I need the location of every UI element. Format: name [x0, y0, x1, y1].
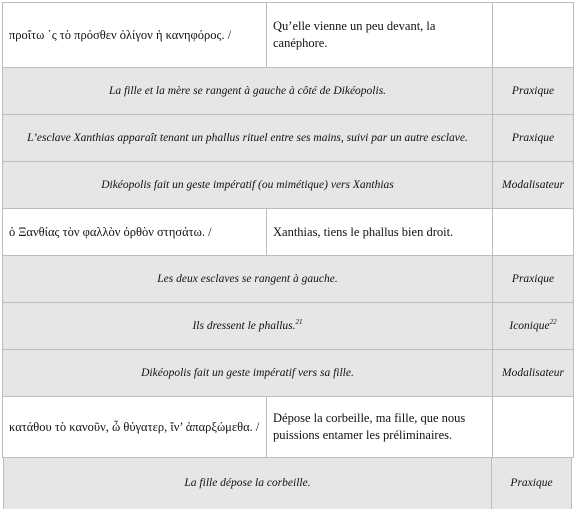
stage-direction: L’esclave Xanthias apparaît tenant un phallus rituel entre ses mains, suivi par un autre esclave.	[3, 115, 493, 162]
french-translation: Xanthias, tiens le phallus bien droit.	[267, 209, 493, 256]
greek-text: ὁ Ξανθίας τὸν φαλλὸν ὀρθὸν στησάτω. /	[3, 209, 267, 256]
category-label: Praxique	[493, 68, 574, 115]
french-translation: Qu’elle vienne un peu devant, la canéphore.	[267, 3, 493, 68]
stage-direction-text: Ils dressent le phallus.	[192, 320, 296, 332]
category-cell	[493, 3, 574, 68]
category-label: Praxique	[493, 256, 574, 303]
greek-text: προΐτω ΄ς τὸ πρόσθεν ὀλίγον ἡ κανηφόρος. /	[3, 3, 267, 68]
footnote-ref: 22	[549, 318, 557, 327]
table-row	[3, 115, 574, 162]
footnote-ref: 21	[295, 318, 303, 327]
stage-direction: Dikéopolis fait un geste impératif (ou mimétique) vers Xanthias	[3, 162, 493, 209]
table-row-continuation	[3, 457, 572, 509]
stage-direction: La fille dépose la corbeille.	[4, 458, 492, 509]
category-label: Modalisateur	[493, 350, 574, 397]
stage-direction: La fille et la mère se rangent à gauche à côté de Dikéopolis.	[3, 68, 493, 115]
table-row	[3, 3, 574, 68]
greek-text: κατάθου τὸ κανοῦν, ὦ θύγατερ, ἵν’ ἀπαρξώμεθα. /	[3, 397, 267, 458]
table-row	[3, 68, 574, 115]
category-label: Praxique	[510, 476, 553, 489]
table-row	[3, 162, 574, 209]
category-label: Praxique	[493, 115, 574, 162]
stage-direction	[3, 303, 493, 350]
french-translation: Dépose la corbeille, ma fille, que nous puissions entamer les préliminaires.	[267, 397, 493, 458]
table-row	[3, 256, 574, 303]
table-row	[3, 397, 574, 458]
category-label	[493, 303, 574, 350]
stage-direction: Dikéopolis fait un geste impératif vers sa fille.	[3, 350, 493, 397]
table-row	[3, 350, 574, 397]
category-cell	[493, 209, 574, 256]
category-cell	[493, 397, 574, 458]
stage-direction: Les deux esclaves se rangent à gauche.	[3, 256, 493, 303]
category-label: Modalisateur	[493, 162, 574, 209]
table-row	[3, 209, 574, 256]
scene-table	[2, 2, 574, 458]
table-row	[3, 303, 574, 350]
category-text: Iconique	[509, 320, 550, 332]
